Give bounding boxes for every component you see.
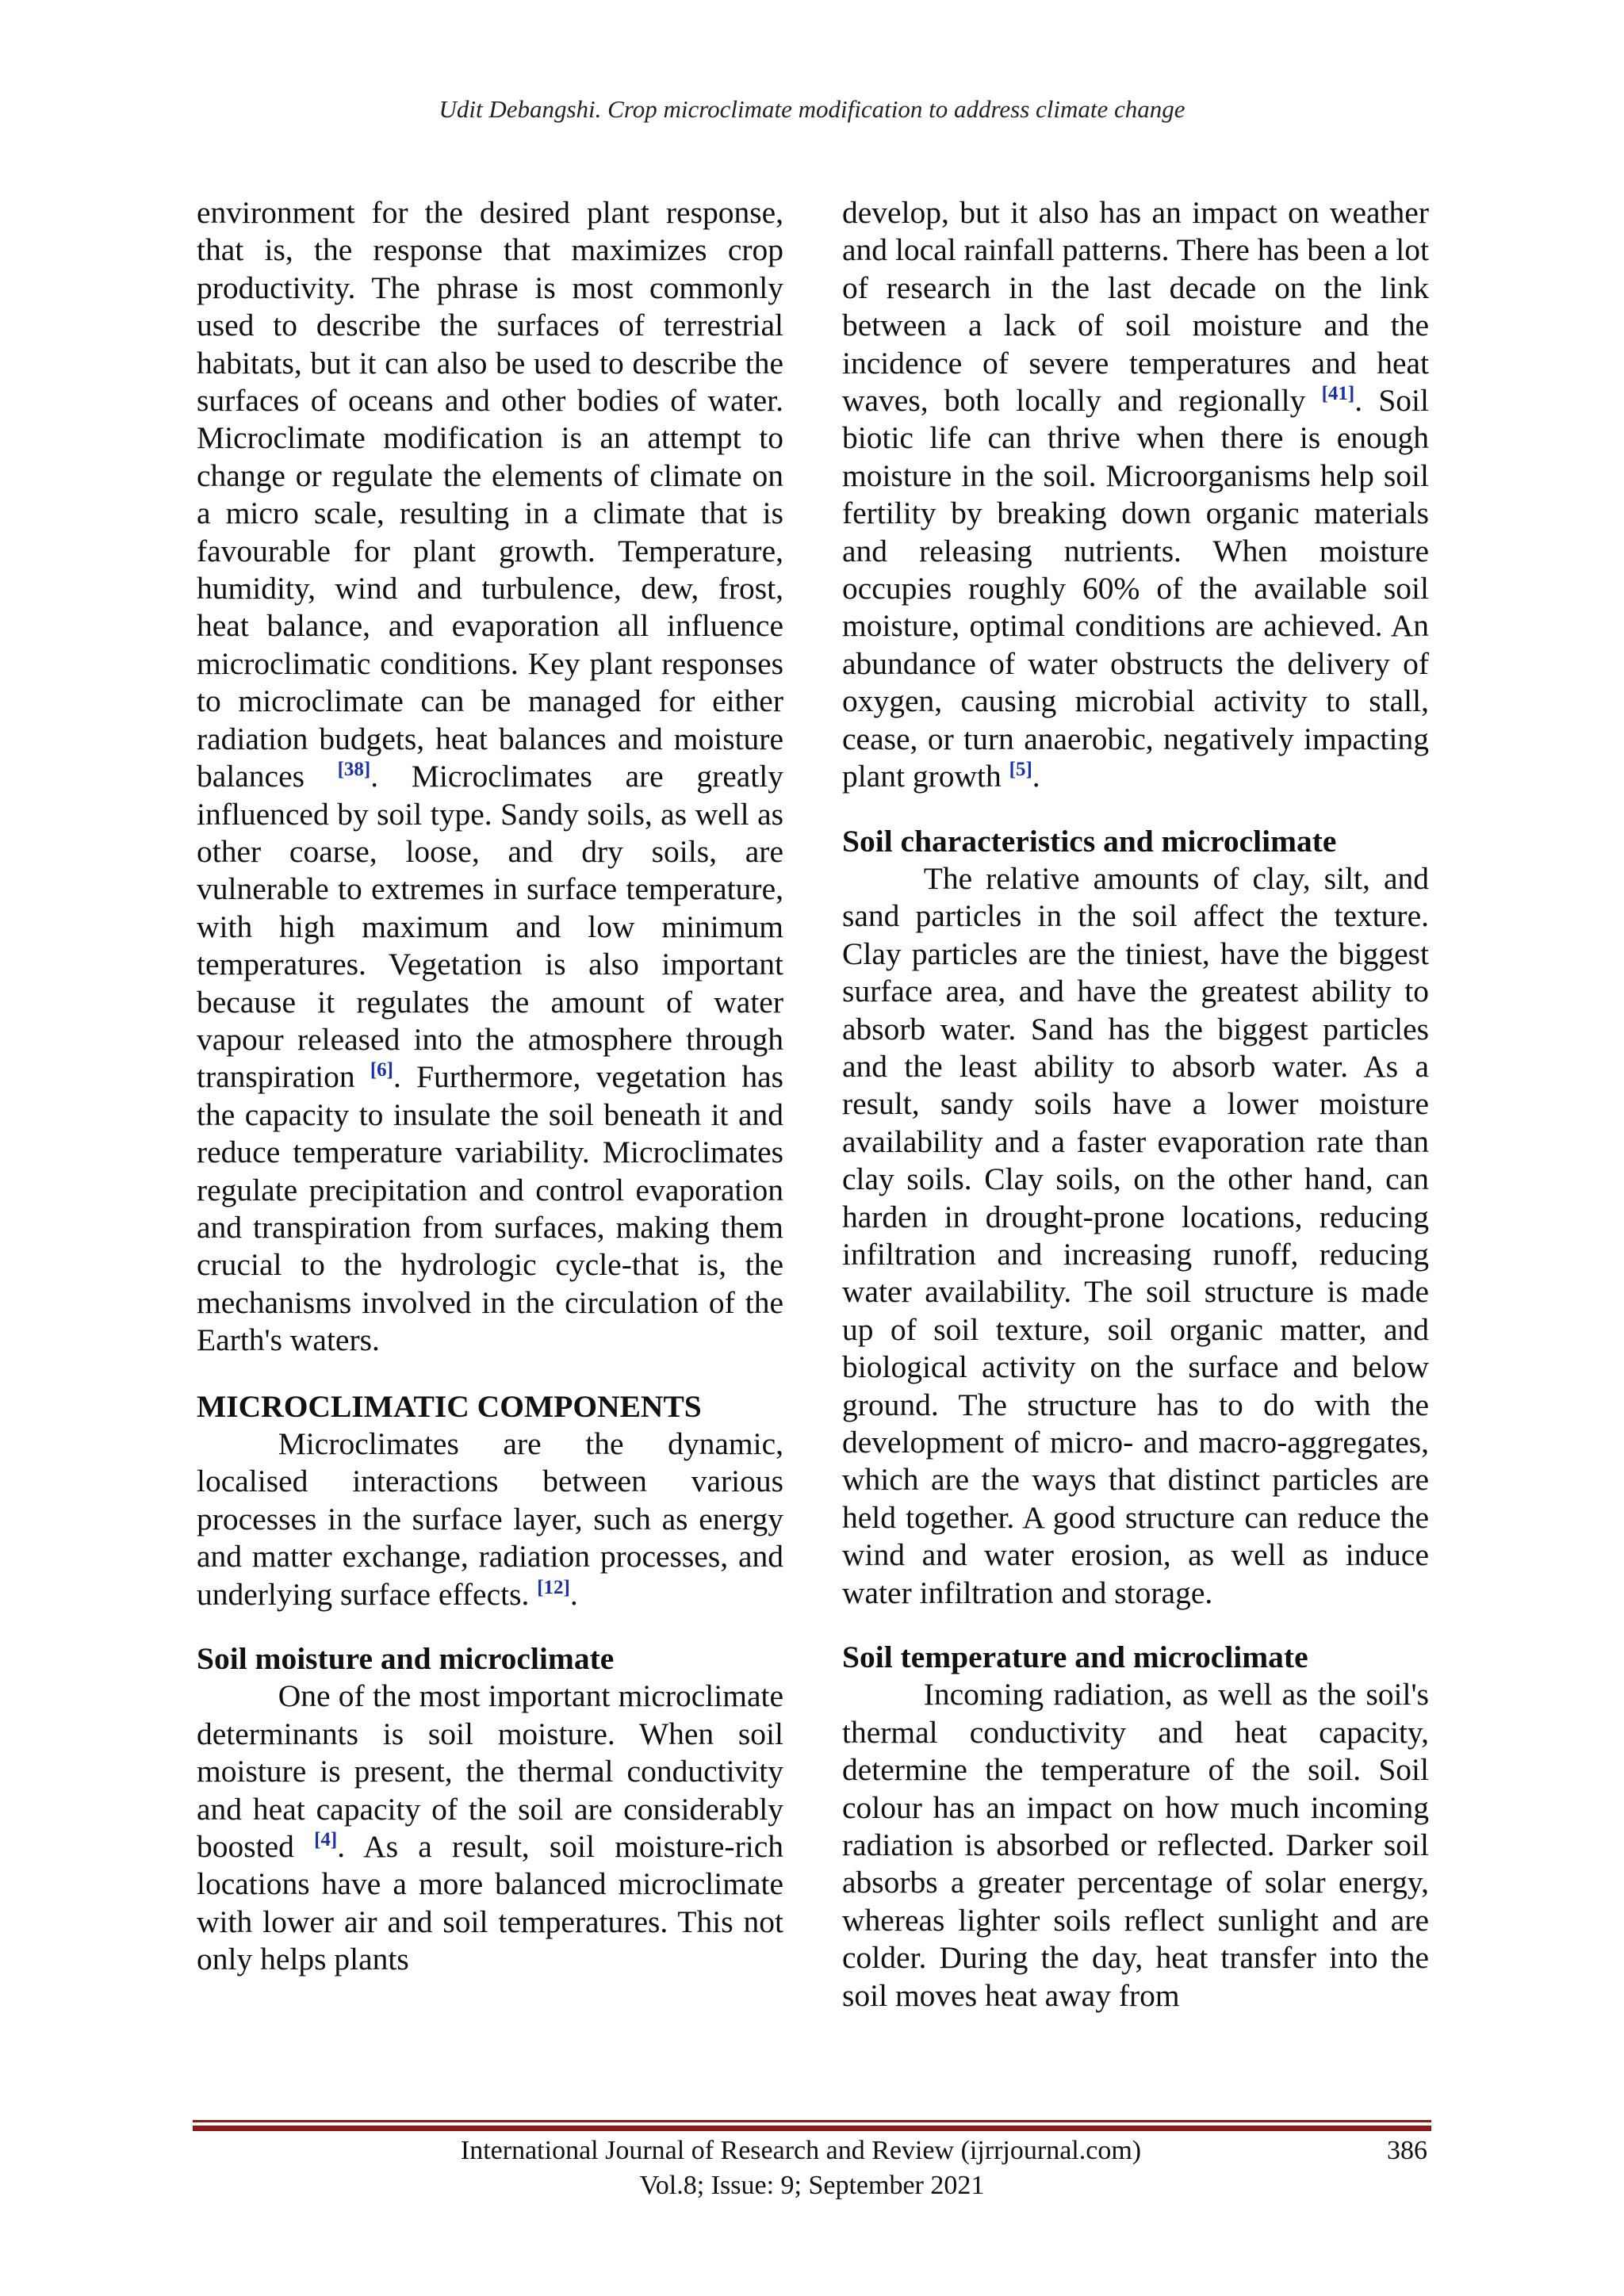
left-column bbox=[197, 194, 783, 1979]
text-run: . Soil biotic life can thrive when there is enough moisture in the soil. Microorganisms help soil fertility by breaking down organic materials and releasing nutrients. When moisture occupies roughly 60% of the available soil moisture, optimal conditions are achieved. An abundance of water obstructs the delivery of oxygen, causing microbial activity to stall, cease, or turn anaerobic, negatively impacting plant growth bbox=[842, 383, 1429, 794]
citation-link-38[interactable]: [38] bbox=[337, 758, 371, 780]
footer-volume-issue: Vol.8; Issue: 9; September 2021 bbox=[639, 2171, 985, 2200]
text-run: . Furthermore, vegetation has the capacity to insulate the soil beneath it and reduce temperature variability. Microclimates regulate precipitation and control evaporation and transpiration from surfaces, making them crucial to the hydrologic cycle-that is, the mechanisms involved in the circulation of the Earth's waters. bbox=[197, 1059, 783, 1358]
footer-rule-thick bbox=[193, 2126, 1431, 2131]
text-run: . Microclimates are greatly influenced by soil type. Sandy soils, as well as other coarse, loose, and dry soils, are vulnerable to extremes in surface temperature, with high maximum and low minimum temperatures. Vegetation is also important because it regulates the amount of water vapour released into the atmosphere through transpiration bbox=[197, 759, 783, 1095]
text-run: . bbox=[569, 1576, 578, 1612]
citation-link-4[interactable]: [4] bbox=[314, 1828, 338, 1850]
text-run: . As a result, soil moisture-rich locations have a more balanced microclimate with lower air and soil temperatures. This not only helps plants bbox=[197, 1829, 783, 1977]
running-title: Udit Debangshi. Crop microclimate modification to address climate change bbox=[439, 95, 1185, 123]
text-run: develop, but it also has an impact on weather and local rainfall patterns. There has been a lot of research in the last decade on the link between a lack of soil moisture and the incidence of severe temperatures and heat waves, both locally and regionally bbox=[842, 195, 1429, 419]
paragraph-microclimatic-components bbox=[197, 1425, 783, 1613]
footer-journal-name: International Journal of Research and Review (ijrrjournal.com) bbox=[460, 2136, 1142, 2165]
paragraph-soil-characteristics: The relative amounts of clay, silt, and sand particles in the soil affect the texture. Clay particles are the tiniest, have the biggest surface area, and have the greatest ability to absorb water. Sand has the biggest particles and the least ability to absorb water. As a result, sandy soils have a lower moisture availability and a faster evaporation rate than clay soils. Clay soils, on the other hand, can harden in drought-prone locations, reducing infiltration and increasing runoff, reducing water availability. The soil structure is made up of soil texture, soil organic matter, and biological activity on the surface and below ground. The structure has to do with the development of micro- and macro-aggregates, which are the ways that distinct particles are held together. A good structure can reduce the wind and water erosion, as well as induce water infiltration and storage. bbox=[842, 860, 1429, 1610]
footer-rule-thin bbox=[193, 2120, 1431, 2122]
text-run: . bbox=[1032, 759, 1040, 794]
right-column bbox=[842, 194, 1429, 2015]
subsection-heading-soil-characteristics: Soil characteristics and microclimate bbox=[842, 823, 1337, 859]
text-run: Microclimates are the dynamic, localised interactions between various processes in the surface layer, such as energy and matter exchange, radiation processes, and underlying surface effects. bbox=[197, 1426, 783, 1612]
citation-link-12[interactable]: [12] bbox=[537, 1576, 570, 1598]
subsection-heading-soil-moisture: Soil moisture and microclimate bbox=[197, 1641, 615, 1677]
section-heading-microclimatic-components: MICROCLIMATIC COMPONENTS bbox=[197, 1388, 702, 1424]
text-run: One of the most important microclimate determinants is soil moisture. When soil moisture is present, the thermal conductivity and heat capacity of the soil are considerably boosted bbox=[197, 1678, 783, 1865]
paragraph-microclimate-intro bbox=[197, 194, 783, 1360]
paragraph-soil-temperature: Incoming radiation, as well as the soil's thermal conductivity and heat capacity, determine the temperature of the soil. Soil colour has an impact on how much incoming radiation is absorbed or reflected. Darker soil absorbs a greater percentage of solar energy, whereas lighter soils reflect sunlight and are colder. During the day, heat transfer into the soil moves heat away from bbox=[842, 1677, 1429, 2013]
paragraph-soil-moisture bbox=[197, 1678, 783, 1978]
citation-link-41[interactable]: [41] bbox=[1321, 382, 1355, 404]
citation-link-5[interactable]: [5] bbox=[1009, 758, 1032, 780]
paragraph-soil-moisture-continued bbox=[842, 194, 1429, 796]
page-number: 386 bbox=[1387, 2136, 1427, 2165]
citation-link-6[interactable]: [6] bbox=[370, 1059, 394, 1081]
text-run: environment for the desired plant response, that is, the response that maximizes crop productivity. The phrase is most commonly used to describe the surfaces of terrestrial habitats, but it can also be used to describe the surfaces of oceans and other bodies of water. Microclimate modification is an attempt to change or regulate the elements of climate on a micro scale, resulting in a climate that is favourable for plant growth. Temperature, humidity, wind and turbulence, dew, frost, heat balance, and evaporation all influence microclimatic conditions. Key plant responses to microclimate can be managed for either radiation budgets, heat balances and moisture balances bbox=[197, 195, 783, 794]
subsection-heading-soil-temperature: Soil temperature and microclimate bbox=[842, 1640, 1308, 1675]
